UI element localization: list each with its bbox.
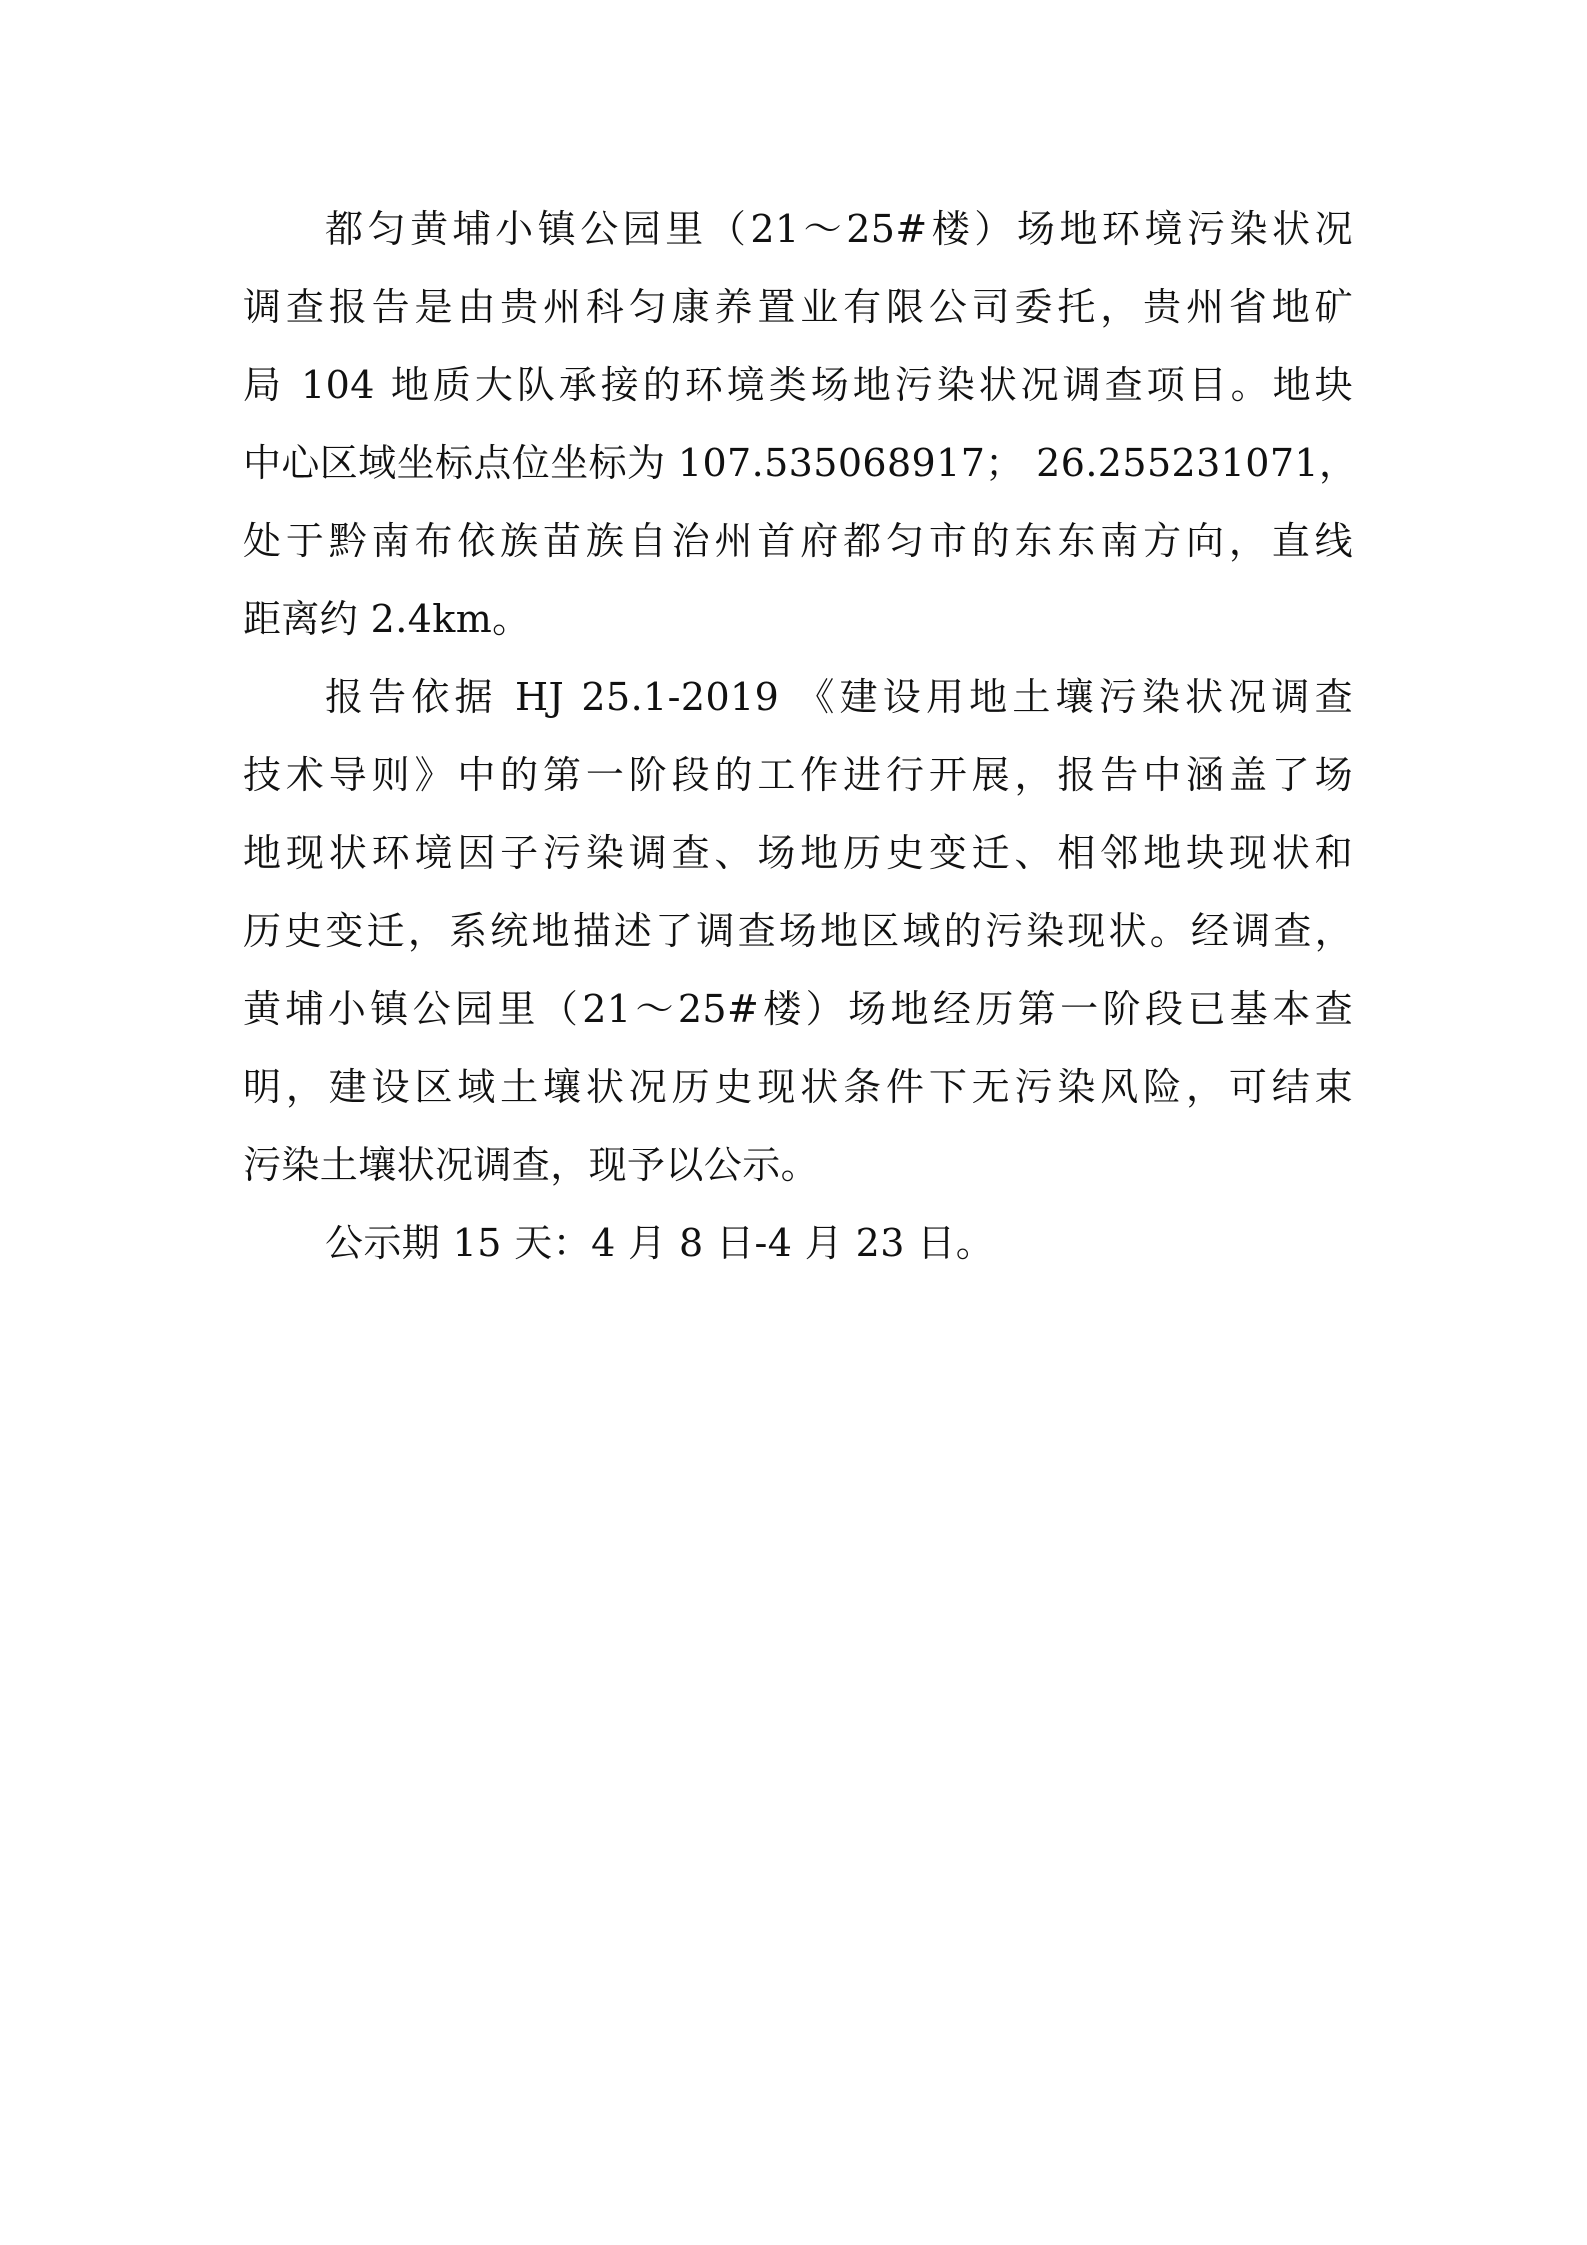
paragraph-line: 技术导则》中的第一阶段的工作进行开展，报告中涵盖了场: [243, 753, 1353, 797]
paragraph-site-overview: [243, 198, 1358, 650]
paragraph-line: 地现状环境因子污染调查、场地历史变迁、相邻地块现状和: [243, 831, 1353, 875]
paragraph-line: 污染土壤状况调查，现予以公示。: [243, 1143, 820, 1187]
document-body: [243, 198, 1358, 1290]
paragraph-line: 都匀黄埔小镇公园里（21～25#楼）场地环境污染状况: [325, 207, 1353, 251]
paragraph-line: 距离约 2.4km。: [243, 597, 531, 641]
paragraph-line: 黄埔小镇公园里（21～25#楼）场地经历第一阶段已基本查: [243, 987, 1353, 1031]
paragraph-line: 报告依据 HJ 25.1-2019 《建设用地土壤污染状况调查: [325, 675, 1353, 719]
paragraph-line: 处于黔南布依族苗族自治州首府都匀市的东东南方向，直线: [243, 519, 1353, 563]
paragraph-line: 历史变迁，系统地描述了调查场地区域的污染现状。经调查，: [243, 909, 1353, 953]
paragraph-line: 明，建设区域土壤状况历史现状条件下无污染风险，可结束: [243, 1065, 1353, 1109]
paragraph-line: 公示期 15 天：4 月 8 日-4 月 23 日。: [325, 1221, 995, 1265]
paragraph-investigation-result: [243, 666, 1353, 1196]
paragraph-line: 中心区域坐标点位坐标为 107.535068917； 26.255231071，: [243, 441, 1358, 485]
paragraph-publicity-period: [243, 1212, 1353, 1274]
paragraph-line: 局 104 地质大队承接的环境类场地污染状况调查项目。地块: [243, 363, 1353, 407]
paragraph-line: 调查报告是由贵州科匀康养置业有限公司委托，贵州省地矿: [243, 285, 1353, 329]
